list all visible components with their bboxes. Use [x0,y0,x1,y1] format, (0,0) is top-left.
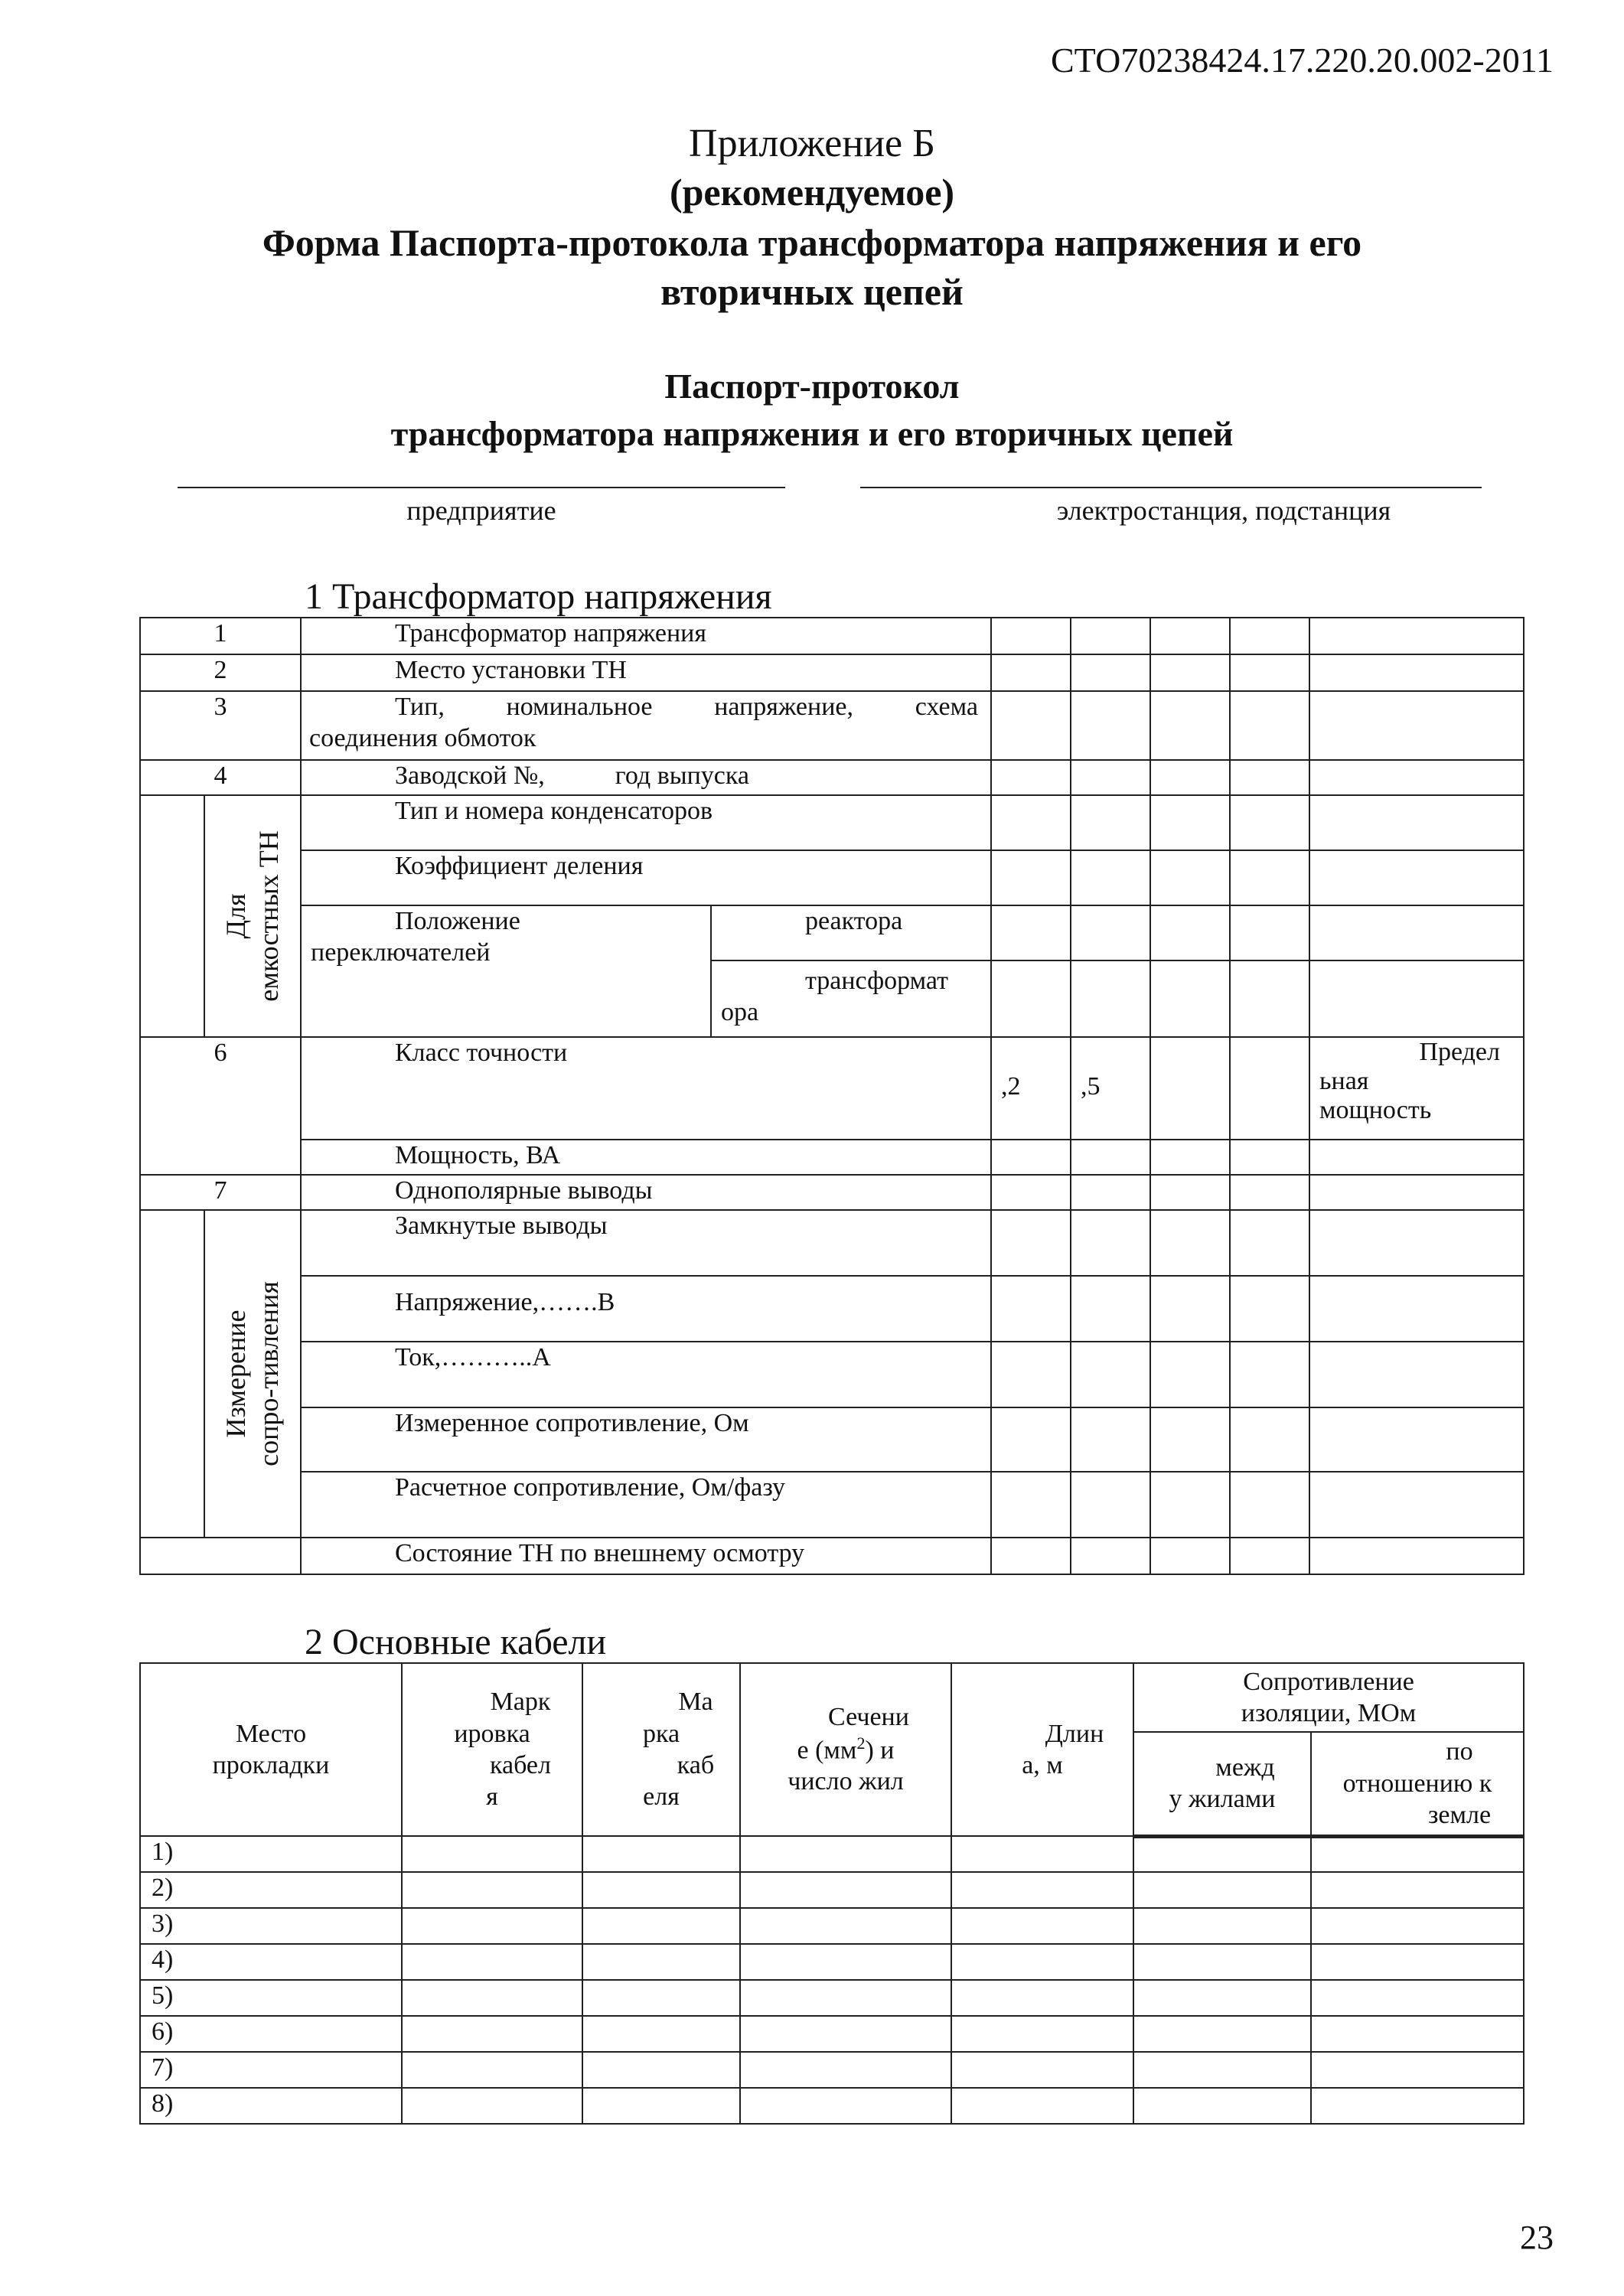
value-cell[interactable] [1309,795,1524,850]
cable-value-cell[interactable] [582,2016,740,2052]
cable-value-cell[interactable] [1133,1872,1311,1908]
value-cell[interactable] [991,1342,1071,1407]
value-cell[interactable] [1309,654,1524,691]
cable-value-cell[interactable] [740,2016,951,2052]
table-row [140,1037,1524,1140]
cable-row-number: 2) [140,1872,402,1908]
col-header-place [140,1663,402,1836]
value-cell[interactable] [1071,960,1150,1037]
row-label: Расчетное сопротивление, Ом/фазу [301,1472,991,1538]
value-cell[interactable] [1309,905,1524,960]
row-label: Замкнутые выводы [301,1210,991,1276]
cable-value-cell[interactable] [1133,2016,1311,2052]
table-row [140,1472,1524,1538]
value-cell[interactable] [1071,1407,1150,1472]
measurement-group-line-2: сопро-тивления [253,1281,284,1466]
measurement-group-cell [204,1210,301,1538]
value-cell[interactable] [1309,850,1524,905]
cable-value-cell[interactable] [582,1908,740,1944]
row-number: 7 [140,1175,301,1210]
value-cell[interactable] [991,654,1071,691]
col-header-line: земле [1427,1800,1492,1829]
form-title-line-2: вторичных цепей [660,270,964,313]
value-cell[interactable] [1071,905,1150,960]
value-cell[interactable] [1150,1472,1230,1538]
cable-value-cell[interactable] [582,1980,740,2016]
value-cell[interactable] [991,1210,1071,1276]
table-row [140,905,1524,960]
accuracy-value-2[interactable]: ,5 [1071,1037,1150,1140]
value-cell[interactable] [1071,850,1150,905]
value-cell[interactable] [1071,1472,1150,1538]
col-header-length [951,1663,1133,1836]
cable-value-cell[interactable] [1311,2052,1524,2088]
transformer-label-line-1: трансформат [805,967,948,995]
value-cell[interactable] [991,1472,1071,1538]
cable-row-number: 3) [140,1908,402,1944]
value-cell[interactable] [1150,1210,1230,1276]
col-header-resistance [1133,1663,1524,1732]
col-header-line: еля [643,1782,680,1812]
cable-value-cell[interactable] [1311,2016,1524,2052]
station-field-line[interactable] [860,487,1482,488]
cable-value-cell[interactable] [582,2088,740,2124]
superscript: 2 [856,1733,866,1753]
col-header-line: Место [235,1719,307,1748]
type-word: напряжение, [714,693,854,721]
col-header-line: Длин [1045,1719,1104,1748]
col-header-line: я [486,1782,498,1812]
table-row [140,2088,1524,2124]
value-cell[interactable] [1230,691,1309,760]
value-cell[interactable] [1230,1210,1309,1276]
table-row [140,1908,1524,1944]
col-header-line: изоляции, МОм [1241,1699,1417,1727]
cable-value-cell[interactable] [1311,1908,1524,1944]
cable-value-cell[interactable] [1133,1980,1311,2016]
cable-value-cell[interactable] [1133,1908,1311,1944]
table-row [140,1276,1524,1342]
cable-value-cell[interactable] [1311,1980,1524,2016]
cable-value-cell[interactable] [402,2088,582,2124]
row-label: Измеренное сопротивление, Ом [301,1407,991,1472]
row-label [301,760,991,795]
value-cell[interactable] [1230,1037,1309,1140]
value-cell[interactable] [1150,1175,1230,1210]
table-row [140,1538,1524,1574]
cable-row-number: 5) [140,1980,402,2016]
value-cell[interactable] [1150,795,1230,850]
col-header-line [741,1733,951,1766]
col-header-line: у жилами [1169,1785,1276,1814]
cable-value-cell[interactable] [740,1836,951,1872]
value-cell[interactable] [1150,1276,1230,1342]
value-cell[interactable] [1309,760,1524,795]
cable-value-cell[interactable] [402,1908,582,1944]
table-row [140,760,1524,795]
value-cell[interactable] [1071,618,1150,654]
value-cell[interactable] [1150,1342,1230,1407]
appendix-title: Приложение Б [689,122,935,165]
col-header-line: каб [677,1751,715,1779]
table-row [140,1872,1524,1908]
table-row [140,850,1524,905]
value-cell[interactable] [1230,905,1309,960]
cable-value-cell[interactable] [402,2016,582,2052]
table-row [140,1836,1524,1872]
station-caption: электростанция, подстанция [1056,495,1391,526]
cable-value-cell[interactable] [1133,2088,1311,2124]
row-label: Коэффициент деления [301,850,991,905]
value-cell[interactable] [991,1407,1071,1472]
cable-value-cell[interactable] [582,1944,740,1980]
capacitive-group-label [220,830,285,1001]
value-cell[interactable] [1071,1276,1150,1342]
col-header-line: рка [642,1719,680,1748]
type-label-line-1 [395,692,978,723]
year-label: год выпуска [615,762,749,790]
value-cell[interactable] [991,691,1071,760]
cable-value-cell[interactable] [402,1836,582,1872]
cable-row-number: 1) [140,1836,402,1872]
row-label: Напряжение,…….В [301,1276,991,1342]
cable-value-cell[interactable] [740,1908,951,1944]
table-row [140,691,1524,760]
value-cell[interactable] [1071,1538,1150,1574]
cable-value-cell[interactable] [740,2088,951,2124]
row-number: 2 [140,654,301,691]
value-cell[interactable] [1150,618,1230,654]
row-label: Однополярные выводы [301,1175,991,1210]
cable-value-cell[interactable] [951,1944,1133,1980]
cable-row-number: 6) [140,2016,402,2052]
cable-value-cell[interactable] [1133,1836,1311,1872]
value-cell[interactable] [1150,960,1230,1037]
cable-value-cell[interactable] [582,2052,740,2088]
cables-table [139,1662,1525,2125]
value-cell[interactable] [991,905,1071,960]
value-cell[interactable] [1230,1140,1309,1175]
col-header-to-ground [1311,1732,1524,1836]
value-cell[interactable] [1309,1472,1524,1538]
value-cell[interactable] [1150,654,1230,691]
transformer-label [711,960,991,1037]
row-label: Место установки ТН [301,654,991,691]
col-header-line: ировка [454,1719,530,1748]
col-header-line: кабел [489,1751,551,1779]
cable-value-cell[interactable] [951,2088,1133,2124]
table-row [140,1944,1524,1980]
value-cell[interactable] [991,1140,1071,1175]
row-number: 4 [140,760,301,795]
value-cell[interactable] [1150,1037,1230,1140]
col-header-line: прокладки [212,1751,330,1779]
section-1-title: 1 Трансформатор напряжения [305,576,772,617]
value-cell[interactable] [1230,1175,1309,1210]
limit-line-2: ьная [1319,1067,1369,1096]
col-header-line: отношению к [1342,1769,1492,1798]
cable-value-cell[interactable] [740,1944,951,1980]
limit-line-1: Предел [1419,1038,1500,1066]
value-cell[interactable] [1230,654,1309,691]
enterprise-field-line[interactable] [178,487,785,488]
cable-value-cell[interactable] [582,1872,740,1908]
value-cell[interactable] [1230,795,1309,850]
value-cell[interactable] [1071,1210,1150,1276]
col-header-line: число жил [788,1767,904,1796]
table-row [140,1140,1524,1175]
cable-row-number: 8) [140,2088,402,2124]
page-number: 23 [1520,2219,1554,2256]
table-header-row [140,1663,1524,1732]
value-cell[interactable] [1309,1342,1524,1407]
value-cell[interactable] [1230,1276,1309,1342]
col-header-section [740,1663,951,1836]
row-number: 1 [140,618,301,654]
value-cell[interactable] [1150,1538,1230,1574]
table-row [140,1175,1524,1210]
value-cell[interactable] [991,760,1071,795]
col-header-text: ) и [865,1735,895,1764]
col-header-line: а, м [1022,1751,1063,1779]
table-row [140,618,1524,654]
cable-value-cell[interactable] [402,1872,582,1908]
table-row [140,1342,1524,1407]
cable-value-cell[interactable] [582,1836,740,1872]
cable-value-cell[interactable] [402,1944,582,1980]
cable-row-number: 4) [140,1944,402,1980]
cable-row-number: 7) [140,2052,402,2088]
protocol-title-line-1: Паспорт-протокол [664,367,960,406]
value-cell[interactable] [1150,850,1230,905]
reactor-label: реактора [711,905,991,960]
type-word: схема [915,693,978,721]
cable-value-cell[interactable] [951,1980,1133,2016]
col-header-line: межд [1215,1753,1275,1782]
table-row [140,2052,1524,2088]
table-row [140,654,1524,691]
transformer-table [139,617,1525,1575]
switch-label-line-2: переключателей [311,938,491,967]
value-cell[interactable] [1230,1472,1309,1538]
value-cell[interactable] [1309,960,1524,1037]
row-label: Класс точности [301,1037,991,1140]
col-header-line: Ма [678,1688,713,1717]
col-header-marking [402,1663,582,1836]
serial-label: Заводской №, [395,762,545,790]
value-cell[interactable] [991,850,1071,905]
table-row [140,795,1524,850]
table-row [140,1407,1524,1472]
cable-value-cell[interactable] [951,2016,1133,2052]
value-cell[interactable] [1309,618,1524,654]
document-code: СТО70238424.17.220.20.002-2011 [1050,41,1554,80]
cable-value-cell[interactable] [951,1908,1133,1944]
value-cell[interactable] [1150,691,1230,760]
value-cell[interactable] [991,795,1071,850]
value-cell[interactable] [1309,1140,1524,1175]
value-cell[interactable] [1309,1407,1524,1472]
accuracy-value-1[interactable]: ,2 [991,1037,1071,1140]
value-cell[interactable] [1071,654,1150,691]
table-row [140,1980,1524,2016]
value-cell[interactable] [1309,1210,1524,1276]
type-word: Тип, [395,693,445,721]
value-cell[interactable] [1230,960,1309,1037]
value-cell[interactable] [1309,1538,1524,1574]
cable-value-cell[interactable] [951,1872,1133,1908]
col-header-between-cores [1133,1732,1311,1836]
value-cell[interactable] [991,1538,1071,1574]
cable-value-cell[interactable] [740,1872,951,1908]
col-header-line: по [1446,1737,1473,1766]
cable-value-cell[interactable] [402,2052,582,2088]
value-cell[interactable] [1230,1407,1309,1472]
value-cell[interactable] [991,618,1071,654]
cable-value-cell[interactable] [740,1980,951,2016]
cable-value-cell[interactable] [1311,1836,1524,1872]
cable-value-cell[interactable] [1133,1944,1311,1980]
capacitive-group-line-2: емкостных ТН [253,830,284,1002]
value-cell[interactable] [991,960,1071,1037]
protocol-title-line-2: трансформатора напряжения и его вторичных цепей [390,414,1234,453]
value-cell[interactable] [1071,795,1150,850]
value-cell[interactable] [1309,1276,1524,1342]
cable-value-cell[interactable] [1311,1872,1524,1908]
type-label-line-2: соединения обмоток [309,723,536,752]
row-label: Ток,………..А [301,1342,991,1407]
col-header-line: Марк [490,1688,551,1717]
col-header-line: Сопротивление [1243,1667,1414,1696]
type-word: номинальное [506,693,653,721]
value-cell[interactable] [1150,760,1230,795]
group-spacer [140,795,204,1037]
table-row [140,2016,1524,2052]
value-cell[interactable] [1150,905,1230,960]
value-cell[interactable] [1230,850,1309,905]
value-cell[interactable] [1309,691,1524,760]
value-cell[interactable] [1230,618,1309,654]
row-number [140,1538,301,1574]
value-cell[interactable] [1309,1175,1524,1210]
cable-value-cell[interactable] [951,1836,1133,1872]
value-cell[interactable] [1230,1342,1309,1407]
measurement-group-label [220,1281,285,1466]
value-cell[interactable] [1150,1140,1230,1175]
row-number: 6 [140,1037,301,1175]
row-label [301,691,991,760]
capacitive-group-cell [204,795,301,1037]
row-label: Состояние ТН по внешнему осмотру [301,1538,991,1574]
col-header-text: е (мм [797,1735,857,1764]
row-label: Трансформатор напряжения [301,618,991,654]
value-cell[interactable] [1071,1175,1150,1210]
value-cell[interactable] [1071,1342,1150,1407]
value-cell[interactable] [1230,760,1309,795]
measurement-group-line-1: Измерение [220,1309,251,1438]
value-cell[interactable] [1230,1538,1309,1574]
transformer-label-line-2: ора [721,997,759,1026]
group-spacer [140,1210,204,1538]
form-title-line-1: Форма Паспорта-протокола трансформатора напряжения и его [262,221,1362,264]
value-cell[interactable] [1071,1140,1150,1175]
limit-power-label [1309,1037,1524,1140]
section-2-title: 2 Основные кабели [305,1622,607,1662]
row-number: 3 [140,691,301,760]
cable-value-cell[interactable] [740,2052,951,2088]
appendix-status: (рекомендуемое) [669,171,955,214]
value-cell[interactable] [1071,760,1150,795]
switch-position-label [301,905,711,1037]
cable-value-cell[interactable] [402,1980,582,2016]
switch-label-line-1: Положение [395,907,520,935]
value-cell[interactable] [991,1175,1071,1210]
col-header-line: Сечени [828,1703,909,1732]
value-cell[interactable] [1150,1407,1230,1472]
value-cell[interactable] [991,1276,1071,1342]
col-header-brand [582,1663,740,1836]
capacitive-group-line-1: Для [220,893,251,939]
cable-value-cell[interactable] [1311,1944,1524,1980]
enterprise-caption: предприятие [406,495,556,526]
cable-value-cell[interactable] [951,2052,1133,2088]
row-label: Мощность, ВА [301,1140,991,1175]
cable-value-cell[interactable] [1133,2052,1311,2088]
cable-value-cell[interactable] [1311,2088,1524,2124]
value-cell[interactable] [1071,691,1150,760]
limit-line-3: мощность [1319,1096,1432,1125]
row-label: Тип и номера конденсаторов [301,795,991,850]
table-row [140,1210,1524,1276]
